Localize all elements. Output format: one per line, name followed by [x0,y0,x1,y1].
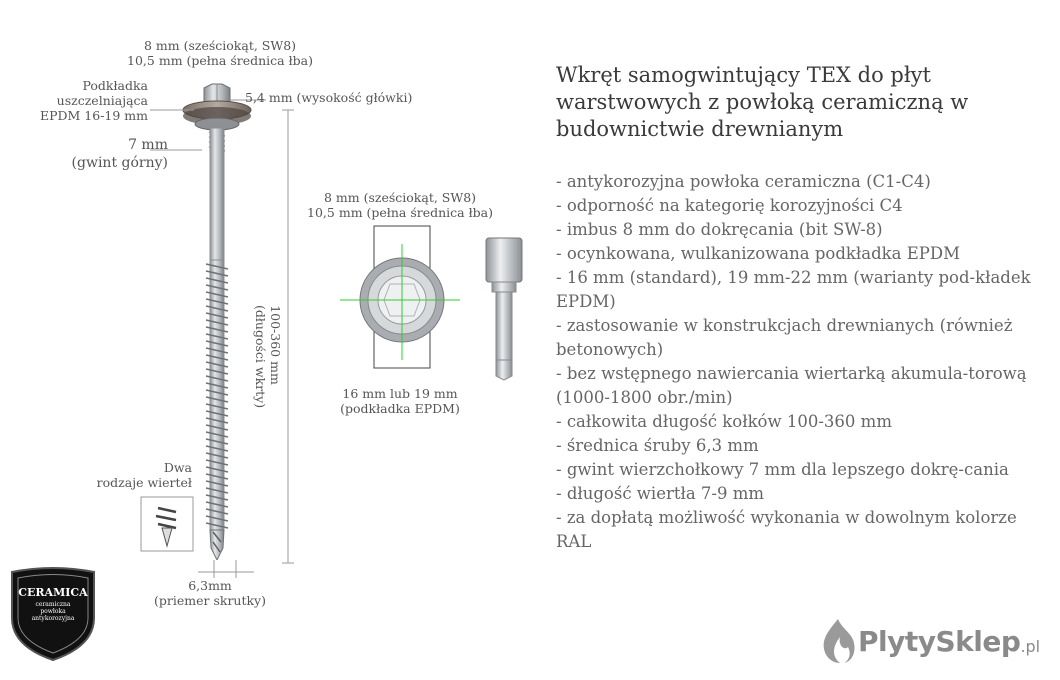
top-view-washer-line2: (podkładka EPDM) [340,401,460,416]
washer-line2: uszczelniająca [56,93,148,108]
product-title: Wkręt samogwintujący TEX do płyt warstwowych z powłoką ceramiczną w budownictwie drewnianym [556,63,969,141]
feature-item: - całkowita długość kołków 100-360 mm [556,412,892,431]
washer-label [30,78,148,123]
top-view-head-line2: 10,5 mm (pełna średnica łba) [307,205,493,220]
top-view-head-line1: 8 mm (sześciokąt, SW8) [323,190,477,205]
hex-bit-image [482,236,526,382]
drill-tip-detail-icon [140,496,194,552]
feature-item: - 16 mm (standard), 19 mm-22 mm (warianty pod-kładek EPDM) [556,268,1031,311]
drill-types-label [60,460,192,490]
drill-line1: Dwa [163,460,192,475]
top-view-head-label [290,190,510,220]
washer-line3: EPDM 16-19 mm [39,108,148,123]
feature-item: - bez wstępnego nawiercania wiertarką akumula-torową (1000-1800 obr./min) [556,364,1027,407]
upper-thread-label [30,136,168,172]
head-spec-line2: 10,5 mm (pełna średnica łba) [127,53,313,68]
diameter-value: 6,3mm [188,578,232,593]
top-view-washer-line1: 16 mm lub 19 mm [342,386,458,401]
upper-thread-text: (gwint górny) [71,155,168,171]
logo-tld: .pl [1020,637,1041,656]
head-spec-label [110,38,330,68]
top-view-diagram [340,222,462,372]
feature-item: - za dopłatą możliwość wykonania w dowolnym kolorze RAL [556,508,1017,551]
feature-item: - ocynkowana, wulkanizowana podkładka EPDM [556,244,961,263]
diameter-dimension-line [196,558,256,580]
drill-line2: rodzaje wierteł [96,475,192,490]
length-value: 100-360 mm [268,305,283,385]
length-text: (długości wkrty) [253,305,268,409]
badge-line1: ceramiczna [35,601,71,608]
top-view-washer-label [310,386,490,416]
feature-item: - długość wiertła 7-9 mm [556,484,765,503]
feature-item: - antykorozyjna powłoka ceramiczna (C1-C4) [556,172,931,191]
badge-line2: powłoka [40,608,66,615]
badge-line3: antykorozyjna [31,615,75,622]
badge-title: CERAMICA [18,586,88,599]
washer-line1: Podkładka [82,78,148,93]
flame-icon [818,617,858,665]
upper-thread-value: 7 mm [128,137,168,153]
length-label [253,305,283,409]
logo-name: PlytySklep [858,624,1021,658]
feature-item: - imbus 8 mm do dokręcania (bit SW-8) [556,220,883,239]
diameter-label [140,578,280,608]
feature-item: - gwint wierzchołkowy 7 mm dla lepszego dokrę-cania [556,460,1009,479]
feature-item: - zastosowanie w konstrukcjach drewnianych (również betonowych) [556,316,1013,359]
ceramica-badge [8,566,98,662]
plytysklep-logo[interactable] [818,616,1040,666]
feature-item: - odporność na kategorię korozyjności C4 [556,196,903,215]
head-spec-line1: 8 mm (sześciokąt, SW8) [143,38,297,53]
feature-item: - średnica śruby 6,3 mm [556,436,759,455]
head-height-label: 5,4 mm (wysokość główki) [245,90,413,105]
features-list [556,170,1046,554]
diameter-text: (priemer skrutky) [154,593,266,608]
